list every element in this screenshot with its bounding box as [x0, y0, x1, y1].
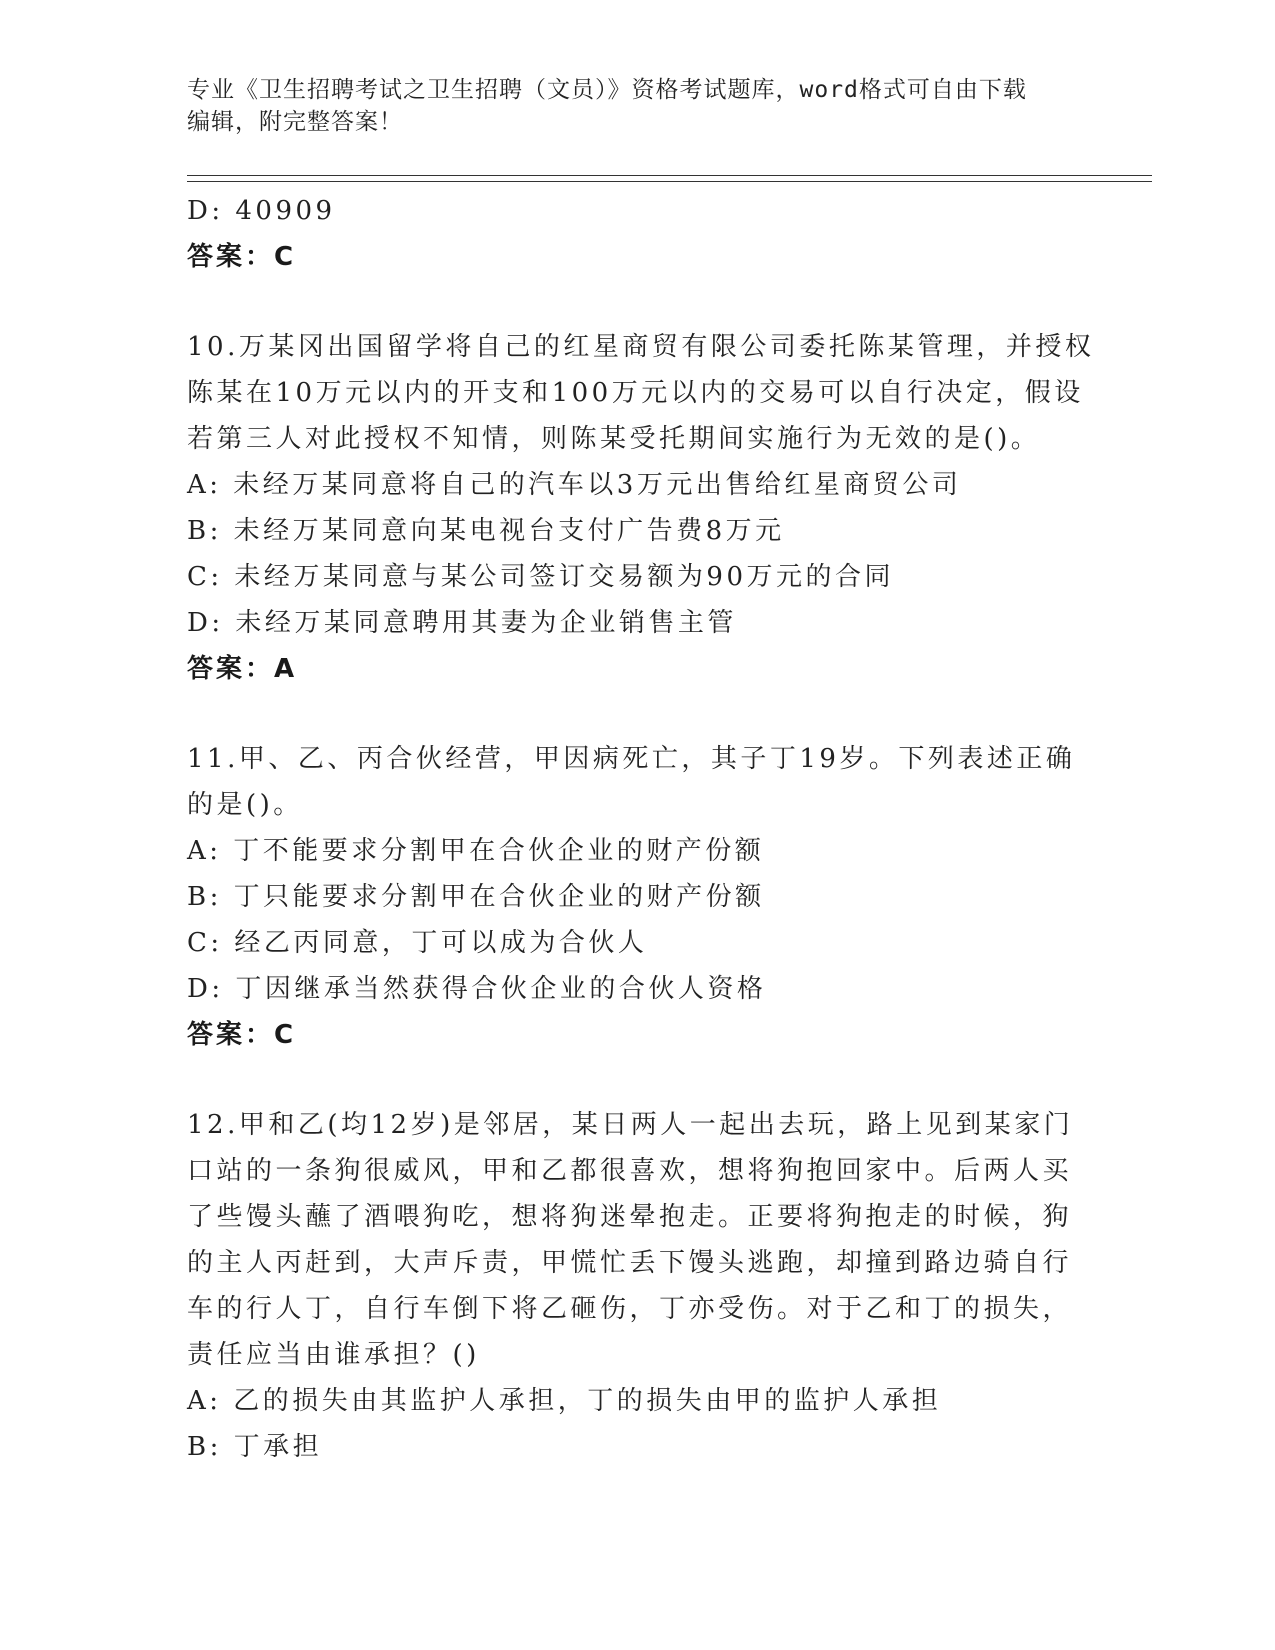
option-a: A: 未经万某同意将自己的汽车以3万元出售给红星商贸公司: [187, 470, 962, 500]
spacer: [187, 280, 1087, 324]
question-12: [187, 1102, 1087, 1470]
question-stem-line: 口站的一条狗很威风，甲和乙都很喜欢，想将狗抱回家中。后两人买: [187, 1156, 1073, 1186]
answer-line: 答案：A: [187, 654, 298, 684]
previous-question-tail: [187, 188, 1087, 280]
option-d: D: 丁因继承当然获得合伙企业的合伙人资格: [187, 974, 767, 1004]
option-a: A: 丁不能要求分割甲在合伙企业的财产份额: [187, 836, 765, 866]
question-10: [187, 324, 1095, 692]
question-stem-line: 12.甲和乙(均12岁)是邻居，某日两人一起出去玩，路上见到某家门: [187, 1110, 1074, 1140]
document-body: [187, 188, 1095, 1470]
option-b: B: 丁承担: [187, 1432, 323, 1462]
question-stem-line: 11.甲、乙、丙合伙经营，甲因病死亡，其子丁19岁。下列表述正确: [187, 744, 1076, 774]
document-header: [187, 74, 1087, 138]
question-stem-line: 陈某在10万元以内的开支和100万元以内的交易可以自行决定，假设: [187, 378, 1084, 408]
option-c: C: 经乙丙同意，丁可以成为合伙人: [187, 928, 648, 958]
answer-line: 答案：C: [187, 1020, 297, 1050]
spacer: [187, 692, 1087, 736]
header-line-2: 编辑，附完整答案！: [187, 109, 403, 135]
header-divider-bottom: [187, 181, 1152, 182]
question-stem-line: 的是()。: [187, 790, 303, 820]
question-stem-line: 10.万某冈出国留学将自己的红星商贸有限公司委托陈某管理，并授权: [187, 332, 1095, 362]
question-11: [187, 736, 1087, 1058]
question-stem-line: 若第三人对此授权不知情，则陈某受托期间实施行为无效的是()。: [187, 424, 1041, 454]
header-divider-top: [187, 175, 1152, 176]
spacer: [187, 1058, 1087, 1102]
header-line-1: 专业《卫生招聘考试之卫生招聘（文员）》资格考试题库，word格式可自由下载: [187, 77, 1027, 103]
question-stem-line: 了些馒头蘸了酒喂狗吃，想将狗迷晕抱走。正要将狗抱走的时候，狗: [187, 1202, 1073, 1232]
option-d: D: 40909: [187, 196, 336, 226]
option-b: B: 丁只能要求分割甲在合伙企业的财产份额: [187, 882, 765, 912]
option-d: D: 未经万某同意聘用其妻为企业销售主管: [187, 608, 737, 638]
answer-line: 答案：C: [187, 242, 297, 272]
option-b: B: 未经万某同意向某电视台支付广告费8万元: [187, 516, 785, 546]
question-stem-line: 责任应当由谁承担？(): [187, 1340, 480, 1370]
question-stem-line: 车的行人丁，自行车倒下将乙砸伤，丁亦受伤。对于乙和丁的损失，: [187, 1294, 1073, 1324]
option-a: A: 乙的损失由其监护人承担，丁的损失由甲的监护人承担: [187, 1386, 942, 1416]
question-stem-line: 的主人丙赶到，大声斥责，甲慌忙丢下馒头逃跑，却撞到路边骑自行: [187, 1248, 1073, 1278]
option-c: C: 未经万某同意与某公司签订交易额为90万元的合同: [187, 562, 895, 592]
